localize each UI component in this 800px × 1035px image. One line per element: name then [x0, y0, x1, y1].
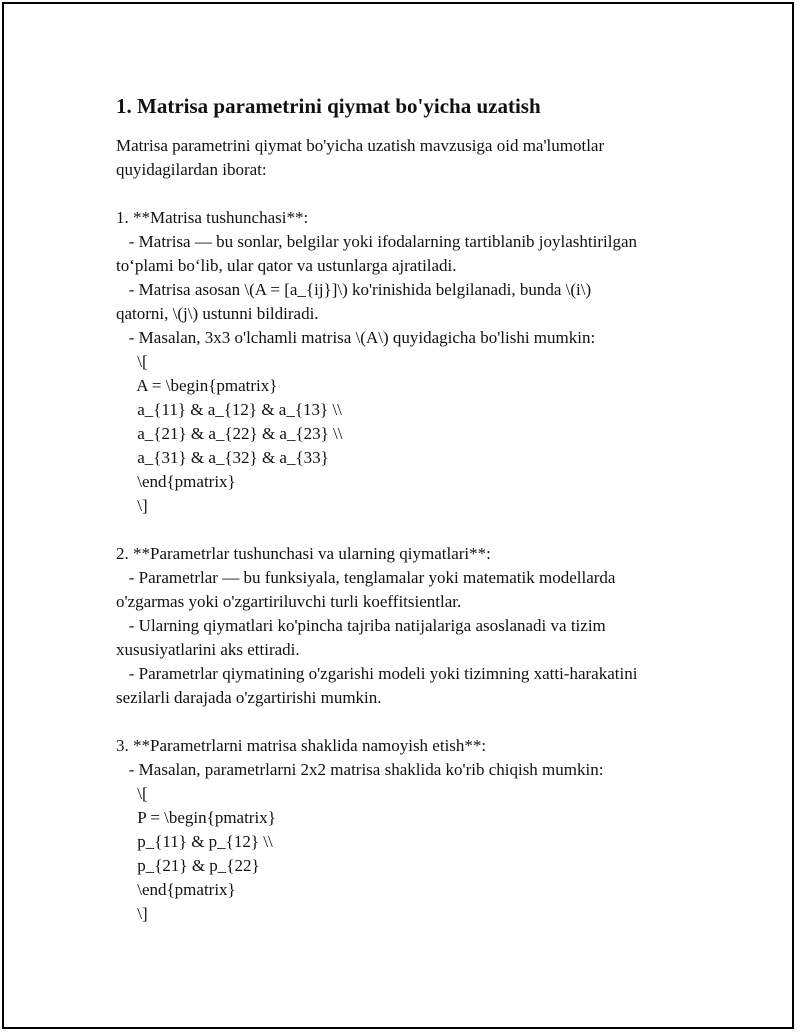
text-line: qatorni, \(j\) ustunni bildiradi. — [116, 304, 319, 323]
text-line: to‘plami bo‘lib, ular qator va ustunlarga ajratiladi. — [116, 256, 457, 275]
text-line: p_{11} & p_{12} \\ — [116, 832, 273, 851]
text-line — [116, 182, 716, 206]
text-line: A = \begin{pmatrix} — [116, 376, 278, 395]
text-line — [116, 518, 716, 542]
text-line: - Ularning qiymatlari ko'pincha tajriba natijalariga asoslanadi va tizim — [116, 616, 606, 635]
text-line: xususiyatlarini aks ettiradi. — [116, 640, 300, 659]
text-line: \end{pmatrix} — [116, 472, 236, 491]
text-line: 1. **Matrisa tushunchasi**: — [116, 208, 309, 227]
text-line: - Masalan, 3x3 o'lchamli matrisa \(A\) quyidagicha bo'lishi mumkin: — [116, 328, 596, 347]
text-line: Matrisa parametrini qiymat bo'yicha uzatish mavzusiga oid ma'lumotlar — [116, 136, 605, 155]
text-line: - Parametrlar qiymatining o'zgarishi modeli yoki tizimning xatti-harakatini — [116, 664, 638, 683]
text-line: \end{pmatrix} — [116, 880, 236, 899]
text-line: quyidagilardan iborat: — [116, 160, 267, 179]
text-line — [116, 710, 716, 734]
section-title: 1. Matrisa parametrini qiymat bo'yicha uzatish — [116, 94, 541, 118]
text-line: a_{21} & a_{22} & a_{23} \\ — [116, 424, 343, 443]
text-lines — [116, 134, 716, 926]
text-line: \] — [116, 904, 148, 923]
text-line: \[ — [116, 352, 148, 371]
text-line: \] — [116, 496, 148, 515]
text-line: a_{31} & a_{32} & a_{33} — [116, 448, 329, 467]
text-line: p_{21} & p_{22} — [116, 856, 260, 875]
text-line: \[ — [116, 784, 148, 803]
text-line: sezilarli darajada o'zgartirishi mumkin. — [116, 688, 382, 707]
document-body — [116, 92, 716, 926]
text-line: - Matrisa asosan \(A = [a_{ij}]\) ko'rinishida belgilanadi, bunda \(i\) — [116, 280, 592, 299]
text-line: - Masalan, parametrlarni 2x2 matrisa shaklida ko'rib chiqish mumkin: — [116, 760, 604, 779]
text-line: P = \begin{pmatrix} — [116, 808, 276, 827]
text-line: 2. **Parametrlar tushunchasi va ularning qiymatlari**: — [116, 544, 491, 563]
text-line: 3. **Parametrlarni matrisa shaklida namoyish etish**: — [116, 736, 487, 755]
text-line: - Matrisa — bu sonlar, belgilar yoki ifodalarning tartiblanib joylashtirilgan — [116, 232, 638, 251]
text-line: - Parametrlar — bu funksiyala, tenglamalar yoki matematik modellarda — [116, 568, 616, 587]
text-line: o'zgarmas yoki o'zgartiriluvchi turli koeffitsientlar. — [116, 592, 462, 611]
text-line: a_{11} & a_{12} & a_{13} \\ — [116, 400, 342, 419]
